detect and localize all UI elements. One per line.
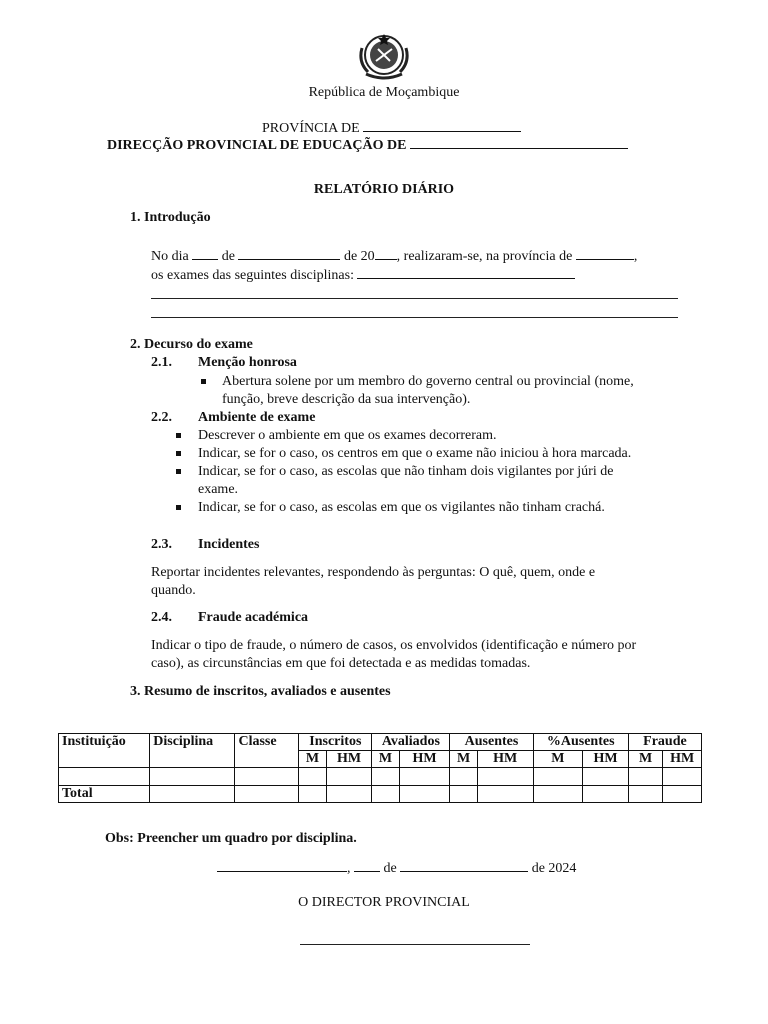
- observation-note: Obs: Preencher um quadro por disciplina.: [105, 831, 357, 846]
- bullet-text: Indicar, se for o caso, os centros em que o exame não iniciou à hora marcada.: [198, 446, 632, 461]
- table-cell[interactable]: [326, 768, 372, 786]
- date-text: ,: [347, 861, 351, 876]
- subsection-title: Menção honrosa: [198, 355, 297, 370]
- table-cell[interactable]: [150, 768, 235, 786]
- table-row: [59, 768, 702, 786]
- subsection-title: Ambiente de exame: [198, 410, 316, 425]
- answer-line[interactable]: [151, 298, 678, 299]
- subsection-title: Incidentes: [198, 537, 260, 552]
- bullet-text: função, breve descrição da sua intervenção).: [222, 392, 471, 407]
- col-header-ausentes: Ausentes: [450, 734, 533, 751]
- col-header-instituicao: Instituição: [59, 734, 150, 768]
- col-header-fraude: Fraude: [628, 734, 701, 751]
- table-cell[interactable]: [299, 768, 326, 786]
- date-month-blank[interactable]: [400, 858, 528, 872]
- table-cell[interactable]: [399, 786, 450, 803]
- subheader-hm: HM: [583, 751, 629, 768]
- intro-line1: [151, 246, 637, 266]
- intro-text: de 20: [343, 249, 375, 264]
- col-header-pct-ausentes: %Ausentes: [533, 734, 628, 751]
- table-cell[interactable]: [628, 786, 662, 803]
- bullet-text: Indicar, se for o caso, as escolas em que os vigilantes não tinham crachá.: [198, 500, 605, 515]
- subsection-number: 2.2.: [151, 410, 172, 425]
- directorate-blank[interactable]: [410, 135, 628, 149]
- bullet-text: Indicar, se for o caso, as escolas que não tinham dois vigilantes por júri de: [198, 464, 614, 479]
- subheader-hm: HM: [399, 751, 450, 768]
- answer-line[interactable]: [151, 317, 678, 318]
- signature-line[interactable]: [300, 944, 530, 945]
- subheader-m: M: [533, 751, 583, 768]
- table-cell[interactable]: [583, 768, 629, 786]
- country-name: República de Moçambique: [308, 85, 460, 100]
- bullet-icon: [201, 379, 206, 384]
- paragraph-text: quando.: [151, 583, 196, 598]
- bullet-text: Descrever o ambiente em que os exames decorreram.: [198, 428, 497, 443]
- table-header-row: [59, 734, 702, 751]
- summary-table: [58, 733, 702, 803]
- table-cell[interactable]: [372, 786, 399, 803]
- table-cell[interactable]: [628, 768, 662, 786]
- directorate-label: DIRECÇÃO PROVINCIAL DE EDUCAÇÃO DE: [107, 138, 407, 153]
- paragraph-text: Reportar incidentes relevantes, respondendo às perguntas: O quê, quem, onde e: [151, 565, 596, 580]
- place-blank[interactable]: [217, 858, 347, 872]
- bullet-icon: [176, 433, 181, 438]
- bullet-icon: [176, 469, 181, 474]
- director-title: O DIRECTOR PROVINCIAL: [298, 895, 470, 910]
- table-cell[interactable]: [663, 786, 702, 803]
- total-label: Total: [59, 786, 150, 803]
- table-cell[interactable]: [477, 786, 533, 803]
- table-cell[interactable]: [150, 786, 235, 803]
- page-title: RELATÓRIO DIÁRIO: [313, 182, 455, 197]
- table-cell[interactable]: [399, 768, 450, 786]
- date-day-blank[interactable]: [354, 858, 380, 872]
- intro-text: No dia: [151, 249, 189, 264]
- subheader-m: M: [372, 751, 399, 768]
- date-text: de: [383, 861, 397, 876]
- col-header-avaliados: Avaliados: [372, 734, 450, 751]
- section2-heading: 2. Decurso do exame: [130, 337, 253, 352]
- section3-heading: 3. Resumo de inscritos, avaliados e ausentes: [130, 684, 391, 699]
- table-cell[interactable]: [533, 786, 583, 803]
- table-cell[interactable]: [235, 768, 299, 786]
- col-header-inscritos: Inscritos: [299, 734, 372, 751]
- province-blank[interactable]: [363, 118, 521, 132]
- intro-text: os exames das seguintes disciplinas:: [151, 268, 354, 283]
- mozambique-emblem-icon: [354, 28, 414, 84]
- subheader-m: M: [628, 751, 662, 768]
- table-cell[interactable]: [663, 768, 702, 786]
- subheader-m: M: [299, 751, 326, 768]
- bullet-icon: [176, 505, 181, 510]
- col-header-classe: Classe: [235, 734, 299, 768]
- subsection-title: Fraude académica: [198, 610, 309, 625]
- table-cell[interactable]: [299, 786, 326, 803]
- bullet-text: exame.: [198, 482, 239, 497]
- table-cell[interactable]: [372, 768, 399, 786]
- table-cell[interactable]: [450, 786, 477, 803]
- section1-heading: 1. Introdução: [130, 210, 211, 225]
- subsection-number: 2.4.: [151, 610, 172, 625]
- table-total-row: [59, 786, 702, 803]
- directorate-line: [107, 135, 628, 155]
- paragraph-text: caso), as circunstâncias em que foi detectada e as medidas tomadas.: [151, 656, 531, 671]
- intro-province-blank[interactable]: [576, 246, 634, 260]
- month-blank[interactable]: [238, 246, 340, 260]
- intro-text: ,: [633, 249, 638, 264]
- table-cell[interactable]: [533, 768, 583, 786]
- year-blank[interactable]: [375, 246, 397, 260]
- table-cell[interactable]: [450, 768, 477, 786]
- subsection-number: 2.3.: [151, 537, 172, 552]
- date-line: [217, 858, 576, 878]
- subheader-hm: HM: [663, 751, 702, 768]
- bullet-icon: [176, 451, 181, 456]
- paragraph-text: Indicar o tipo de fraude, o número de casos, os envolvidos (identificação e número por: [151, 638, 637, 653]
- disciplines-blank[interactable]: [357, 265, 575, 279]
- subheader-hm: HM: [477, 751, 533, 768]
- date-text: de 2024: [531, 861, 577, 876]
- bullet-text: Abertura solene por um membro do governo central ou provincial (nome,: [222, 374, 634, 389]
- table-cell[interactable]: [235, 786, 299, 803]
- intro-line2: [151, 265, 575, 285]
- table-cell[interactable]: [326, 786, 372, 803]
- day-blank[interactable]: [192, 246, 218, 260]
- subheader-m: M: [450, 751, 477, 768]
- subheader-hm: HM: [326, 751, 372, 768]
- table-cell[interactable]: [59, 768, 150, 786]
- table-cell[interactable]: [477, 768, 533, 786]
- province-label: PROVÍNCIA DE: [262, 121, 360, 136]
- intro-text: de: [221, 249, 235, 264]
- intro-text: , realizaram-se, na província de: [396, 249, 573, 264]
- col-header-disciplina: Disciplina: [150, 734, 235, 768]
- subsection-number: 2.1.: [151, 355, 172, 370]
- table-cell[interactable]: [583, 786, 629, 803]
